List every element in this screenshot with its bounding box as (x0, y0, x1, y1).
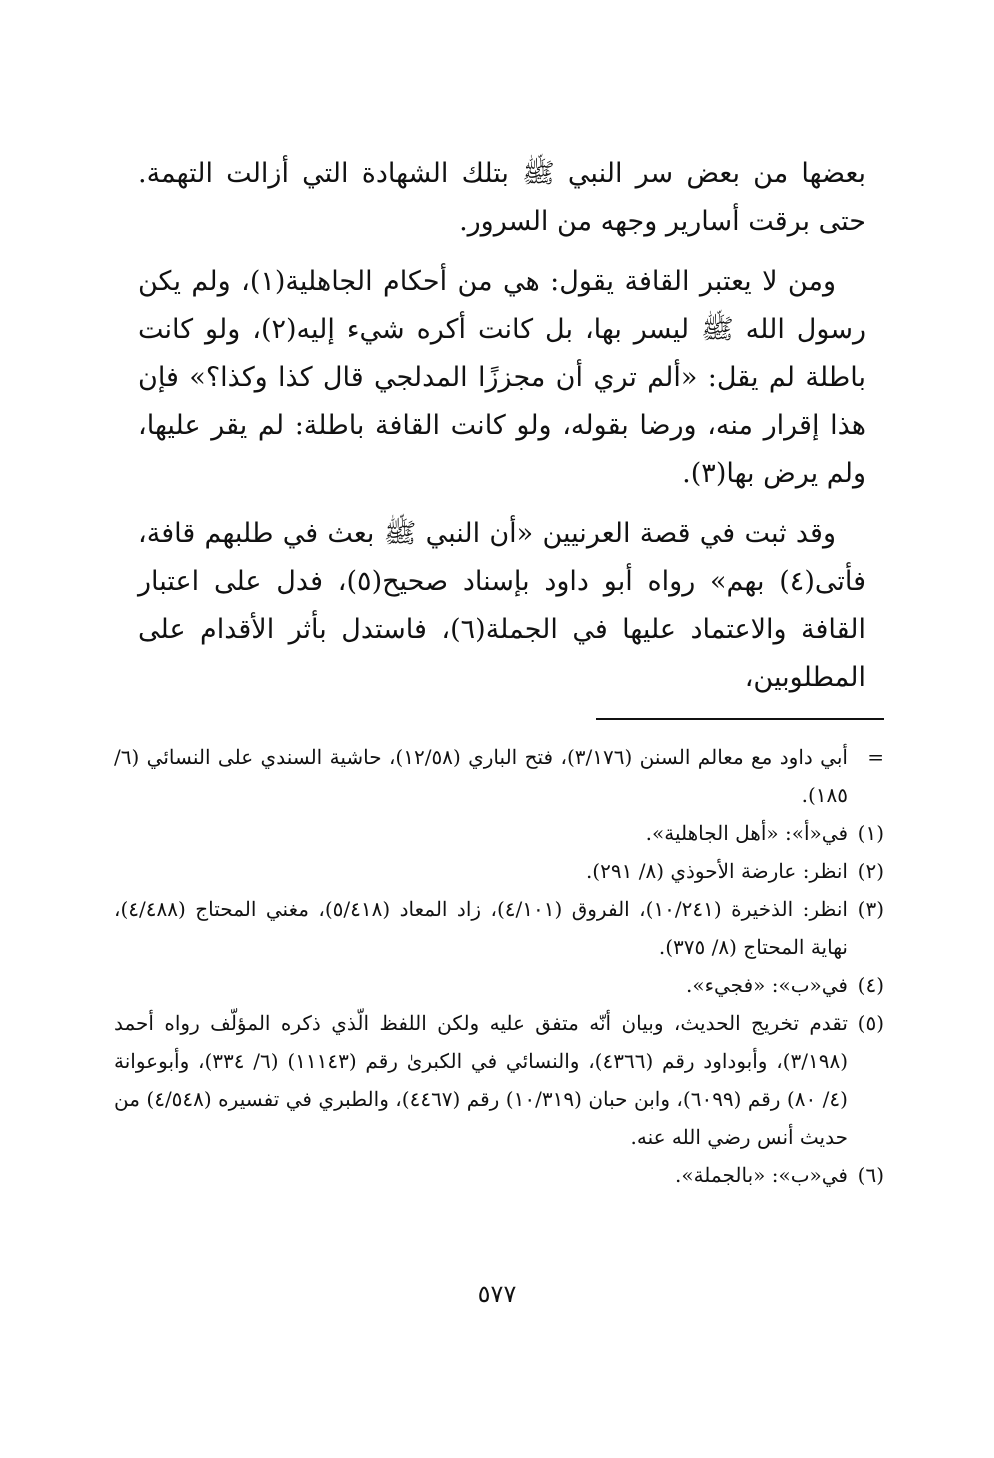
footnote-text: في«ب»: «فجيء». (685, 973, 848, 997)
footnotes (114, 738, 884, 1194)
footnote-item (114, 890, 884, 966)
main-text (138, 150, 866, 714)
footnote-text: تقدم تخريج الحديث، وبيان أنّه متفق عليه ولكن اللفظ الّذي ذكره المؤلّف رواه أحمد (٣/١٩٨)، وأبوداود رقم (٤٣٦٦)، والنسائي في الكبرىٰ رقم (١١١٤٣) (٦/ ٣٣٤)، وأبوعوانة (٤/ ٨٠) رقم (٦٠٩٩)، وابن حبان (١٠/٣١٩) رقم (٤٤٦٧)، والطبري في تفسيره (٤/٥٤٨) من حديث أنس رضي الله عنه. (114, 1011, 849, 1149)
paragraph: ومن لا يعتبر القافة يقول: هي من أحكام الجاهلية(١)، ولم يكن رسول الله ﷺ ليسر بها، بل كانت أكره شيء إليه(٢)، ولو كانت باطلة لم يقل: «ألم تري أن مجززًا المدلجي قال كذا وكذا؟» فإن هذا إقرار منه، ورضا بقوله، ولو كانت القافة باطلة: لم يقر عليها، ولم يرض بها(٣). (138, 266, 867, 489)
footnote-item (114, 814, 884, 852)
footnote-marker: (٦) (857, 1163, 884, 1187)
footnote-item (114, 738, 884, 814)
footnote-marker: (٤) (857, 973, 884, 997)
footnote-marker: (١) (857, 821, 884, 845)
footnote-divider (596, 718, 884, 720)
footnote-text: في«أ»: «أهل الجاهلية». (645, 821, 848, 845)
footnote-item (114, 852, 884, 890)
footnote-text: في«ب»: «بالجملة». (674, 1163, 848, 1187)
footnote-marker: (٢) (857, 859, 884, 883)
footnote-marker: = (867, 745, 884, 769)
footnote-marker: (٣) (857, 897, 884, 921)
footnote-marker: (٥) (857, 1011, 884, 1035)
paragraph: وقد ثبت في قصة العرنيين «أن النبي ﷺ بعث في طلبهم قافة، فأتى(٤) بهم» رواه أبو داود بإسناد صحيح(٥)، فدل على اعتبار القافة والاعتماد عليها في الجملة(٦)، فاستدل بأثر الأقدام على المطلوبين، (138, 518, 866, 693)
page-number: ٥٧٧ (477, 1280, 517, 1308)
footnote-item (114, 966, 884, 1004)
paragraph: بعضها من بعض سر النبي ﷺ بتلك الشهادة التي أزالت التهمة. حتى برقت أسارير وجهه من السرور. (138, 158, 866, 237)
footnote-item (114, 1004, 884, 1156)
footnote-item (114, 1156, 884, 1194)
footnote-text: انظر: الذخيرة (١٠/٢٤١)، الفروق (٤/١٠١)، زاد المعاد (٥/٤١٨)، مغني المحتاج (٤/٤٨٨)، نهاية المحتاج (٨/ ٣٧٥). (114, 897, 848, 959)
footnote-text: أبي داود مع معالم السنن (٣/١٧٦)، فتح الباري (١٢/٥٨)، حاشية السندي على النسائي (٦/ ١٨٥). (114, 745, 848, 807)
footnote-text: انظر: عارضة الأحوذي (٨/ ٢٩١). (585, 859, 848, 883)
